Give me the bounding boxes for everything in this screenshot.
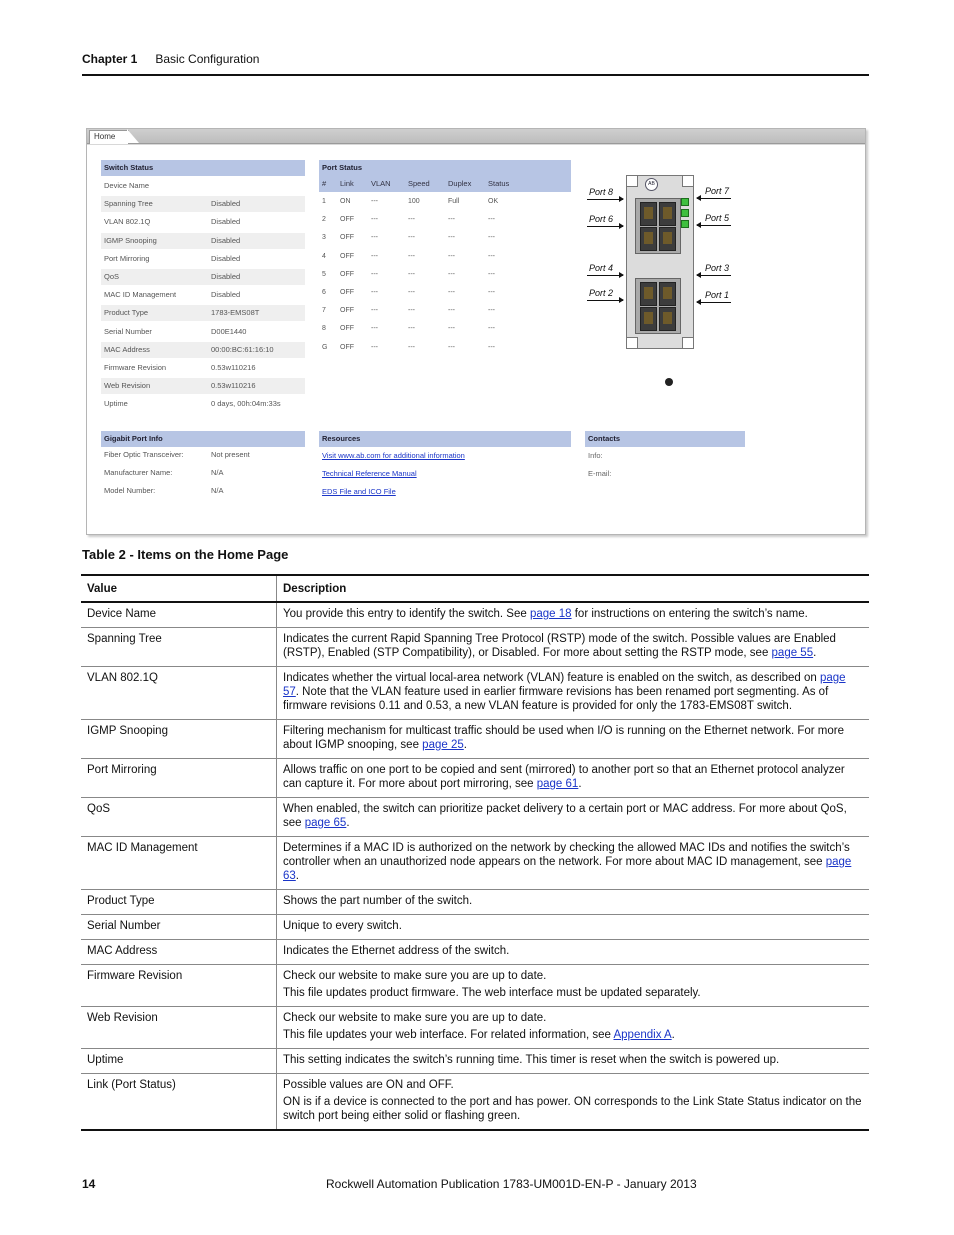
items-table [81, 574, 869, 1131]
arrow-left-icon [697, 198, 731, 199]
status-label: Web Revision [104, 381, 151, 391]
chapter-title: Basic Configuration [155, 52, 260, 66]
value-cell: MAC Address [81, 940, 277, 965]
description-cell [277, 1074, 870, 1131]
switch-status-row [101, 378, 305, 394]
description-text: Possible values are ON and OFF. [283, 1079, 454, 1091]
cross-reference-link[interactable]: page 65 [304, 817, 347, 829]
tab-bar [87, 129, 865, 144]
port-status-column-header: Link [340, 179, 354, 188]
description-line [283, 841, 863, 883]
description-text: Unique to every switch. [283, 920, 402, 932]
ethernet-port-icon [659, 282, 676, 306]
status-label: IGMP Snooping [104, 235, 157, 245]
description-text: Allows traffic on one port to be copied and sent (mirrored) to another port so that an Ethernet protocol analyzer can capture it. For more about port mirroring, see [283, 764, 845, 790]
ethernet-port-icon [659, 202, 676, 226]
status-label: Port Mirroring [104, 253, 150, 263]
status-value: 00:00:BC:61:16:10 [211, 344, 274, 354]
value-cell: Spanning Tree [81, 628, 277, 667]
port-status-cell: --- [448, 216, 455, 224]
cross-reference-link[interactable]: page 25 [422, 739, 464, 751]
status-label: QoS [104, 272, 120, 281]
gigabit-row: Model Number: N/A [104, 486, 224, 495]
table-row [81, 720, 869, 759]
switch-status-row [101, 396, 305, 412]
ethernet-port-icon [640, 227, 657, 251]
resources-title: Resources [319, 431, 571, 447]
port-status-cell: ON [340, 198, 351, 205]
description-text: ON is if a device is connected to the port and has power. ON corresponds to the Link State Status indicator on the switch port being either solid or flashing green. [283, 1096, 862, 1122]
header-rule [82, 74, 869, 76]
description-text: Shows the part number of the switch. [283, 895, 473, 907]
table-row [81, 602, 869, 628]
status-label: MAC Address [104, 344, 150, 354]
status-value: Disabled [211, 290, 241, 300]
page-number: 14 [82, 1177, 96, 1191]
description-line [283, 724, 863, 752]
port-status-column-header: VLAN [371, 179, 391, 188]
description-text: . [346, 817, 350, 829]
cross-reference-link[interactable]: Appendix A [613, 1029, 672, 1041]
port-status-cell: --- [371, 216, 378, 224]
port-status-cell: 3 [322, 234, 326, 242]
port-status-cell: 1 [322, 198, 326, 205]
cross-reference-link[interactable]: page 63 [283, 856, 852, 882]
port-status-cell: --- [408, 234, 415, 242]
port-status-row [319, 320, 571, 338]
status-label: Spanning Tree [104, 199, 153, 209]
status-led-icon [681, 198, 689, 206]
description-text: . [813, 647, 817, 659]
arrow-right-icon [587, 300, 623, 301]
description-line [283, 1011, 863, 1025]
description-line [283, 944, 863, 958]
switch-status-row [101, 178, 305, 194]
switch-status-row [101, 196, 305, 212]
port-status-row [319, 284, 571, 302]
status-value: D00E1440 [211, 326, 247, 336]
value-cell: Device Name [81, 602, 277, 628]
description-text: Indicates the Ethernet address of the switch. [283, 945, 510, 957]
cross-reference-link[interactable]: page 18 [529, 608, 572, 620]
port-status-cell: --- [408, 252, 415, 260]
description-line [283, 632, 863, 660]
description-text: . [463, 739, 467, 751]
description-cell [277, 837, 870, 890]
gigabit-port-info-title: Gigabit Port Info [101, 431, 305, 447]
port-status-title: Port Status [319, 160, 571, 176]
switch-status-row [101, 287, 305, 303]
description-text: Indicates whether the virtual local-area network (VLAN) feature is enabled on the switch, as described on [283, 672, 820, 684]
value-cell: Web Revision [81, 1007, 277, 1049]
table-row [81, 965, 869, 1007]
arrow-left-icon [697, 302, 731, 303]
contact-email-label: E-mail: [588, 469, 612, 478]
description-line [283, 763, 863, 791]
description-cell [277, 720, 870, 759]
port-status-cell: G [322, 343, 328, 351]
description-cell [277, 667, 870, 720]
ethernet-port-icon [640, 202, 657, 226]
description-cell [277, 798, 870, 837]
port-status-cell: 8 [322, 325, 326, 333]
running-header [82, 52, 259, 66]
port-status-cell: --- [408, 343, 415, 351]
port-status-cell: --- [488, 216, 495, 224]
status-value: Disabled [211, 199, 241, 209]
gigabit-row: Manufacturer Name: N/A [104, 468, 224, 477]
port-status-cell: OFF [340, 216, 354, 224]
value-cell: Serial Number [81, 915, 277, 940]
value-cell: Uptime [81, 1049, 277, 1074]
port-status-cell: OFF [340, 289, 354, 296]
port-label: Port 2 [589, 288, 614, 298]
description-line [283, 802, 863, 830]
switch-status-row [101, 324, 305, 340]
status-led-icon [681, 209, 689, 217]
upper-port-block [635, 198, 681, 254]
port-status-row [319, 211, 571, 229]
port-status-cell: --- [408, 307, 415, 315]
publication-info: Rockwell Automation Publication 1783-UM001D-EN-P - January 2013 [326, 1177, 697, 1191]
status-value: Disabled [211, 272, 241, 281]
description-line [283, 919, 863, 933]
arrow-left-icon [697, 225, 731, 226]
port-status-cell: --- [488, 325, 495, 333]
port-status-row [319, 248, 571, 266]
port-status-row [319, 193, 571, 211]
status-value: 0.53w110216 [211, 381, 256, 391]
port-label: Port 8 [589, 187, 614, 197]
switch-status-row [101, 233, 305, 249]
ethernet-port-icon [659, 227, 676, 251]
column-header-value: Value [81, 575, 277, 602]
description-text: This file updates product firmware. The web interface must be updated separately. [283, 987, 701, 999]
port-status-cell: --- [371, 325, 378, 333]
arrow-right-icon [587, 275, 623, 276]
cross-reference-link[interactable]: page 57 [283, 672, 846, 698]
port-status-header [319, 176, 571, 192]
home-page-screenshot [86, 128, 866, 535]
switch-status-row [101, 269, 305, 285]
column-header-description: Description [277, 575, 870, 602]
description-cell [277, 890, 870, 915]
port-label: Port 3 [705, 263, 730, 273]
description-cell [277, 1049, 870, 1074]
switch-status-row [101, 342, 305, 358]
switch-status-row [101, 251, 305, 267]
port-status-cell: --- [371, 198, 378, 205]
switch-status-row [101, 360, 305, 376]
table-row [81, 1049, 869, 1074]
port-status-cell: OFF [340, 270, 354, 278]
port-status-cell: --- [371, 307, 378, 315]
description-line [283, 969, 863, 983]
port-status-cell: --- [371, 234, 378, 242]
ground-screw-icon [665, 378, 673, 386]
port-status-row [319, 266, 571, 284]
status-led-icon [681, 220, 689, 228]
description-text: This file updates your web interface. For related information, see [283, 1029, 614, 1041]
switch-status-title: Switch Status [101, 160, 305, 176]
contact-info-label: Info: [588, 451, 603, 460]
port-status-row [319, 302, 571, 320]
switch-status-row [101, 305, 305, 321]
port-status-cell: --- [448, 343, 455, 351]
ethernet-port-icon [640, 307, 657, 331]
port-status-cell: --- [448, 289, 455, 296]
chapter-label: Chapter 1 [82, 52, 138, 66]
value-cell: Product Type [81, 890, 277, 915]
description-line [283, 1053, 863, 1067]
description-line [283, 1078, 863, 1092]
table-row [81, 628, 869, 667]
port-status-cell: 4 [322, 252, 326, 260]
description-cell [277, 628, 870, 667]
description-text: This setting indicates the switch’s running time. This timer is reset when the switch is powered up. [283, 1054, 780, 1066]
port-status-column-header: Duplex [448, 179, 472, 188]
value-cell: Link (Port Status) [81, 1074, 277, 1131]
description-text: You provide this entry to identify the switch. See [283, 608, 530, 620]
port-status-cell: Full [448, 198, 460, 205]
ab-logo: AB [645, 178, 658, 191]
description-cell [277, 915, 870, 940]
tab-home[interactable]: Home [89, 130, 129, 145]
port-status-cell: --- [448, 307, 455, 315]
description-text: Indicates the current Rapid Spanning Tree Protocol (RSTP) mode of the switch. Possible values are Enabled (RSTP), Enabled (STP Compatibility), or Disabled. For more about setting the RSTP mode, see [283, 633, 836, 659]
status-value: Disabled [211, 253, 241, 263]
eds-file-link[interactable]: EDS File and ICO File [322, 487, 396, 496]
port-status-cell: --- [408, 270, 415, 278]
port-status-cell: --- [488, 307, 495, 315]
value-cell: QoS [81, 798, 277, 837]
description-text: . [295, 870, 299, 882]
table-row [81, 1074, 869, 1131]
description-line [283, 607, 863, 621]
switch-image [626, 175, 694, 349]
description-line [283, 1095, 863, 1123]
status-value: Disabled [211, 217, 241, 227]
screenshot-content [87, 144, 865, 534]
status-label: Uptime [104, 399, 128, 409]
port-status-cell: --- [408, 325, 415, 333]
description-cell [277, 1007, 870, 1049]
port-status-cell: 7 [322, 307, 326, 315]
description-line [283, 671, 863, 713]
status-label: VLAN 802.1Q [104, 217, 151, 227]
status-label: Device Name [104, 181, 150, 190]
port-status-column-header: Status [488, 179, 510, 188]
port-status-cell: --- [448, 325, 455, 333]
port-label: Port 5 [705, 213, 730, 223]
description-line [283, 894, 863, 908]
port-status-cell: OFF [340, 307, 354, 315]
port-status-cell: OFF [340, 325, 354, 333]
description-line [283, 986, 863, 1000]
port-status-cell: --- [488, 270, 495, 278]
port-status-column-header: Speed [408, 179, 430, 188]
description-cell [277, 602, 870, 628]
table-row [81, 890, 869, 915]
switch-status-row [101, 214, 305, 230]
description-cell [277, 759, 870, 798]
description-text: Check our website to make sure you are up to date. [283, 970, 547, 982]
description-cell [277, 940, 870, 965]
table-row [81, 759, 869, 798]
description-text: Check our website to make sure you are up to date. [283, 1012, 547, 1024]
port-status-row [319, 229, 571, 247]
port-status-cell: 6 [322, 289, 326, 296]
table-row [81, 1007, 869, 1049]
status-value: Disabled [211, 235, 241, 245]
ab-website-link[interactable]: Visit www.ab.com for additional information [322, 451, 465, 460]
port-status-cell: --- [448, 270, 455, 278]
arrow-left-icon [697, 275, 731, 276]
port-label: Port 1 [705, 290, 730, 300]
technical-reference-link[interactable]: Technical Reference Manual [322, 469, 417, 478]
port-label: Port 7 [705, 186, 730, 196]
port-status-cell: OK [488, 198, 499, 205]
cross-reference-link[interactable]: page 55 [771, 647, 814, 659]
value-cell: Port Mirroring [81, 759, 277, 798]
description-cell [277, 965, 870, 1007]
status-value: 0 days, 00h:04m:33s [211, 399, 281, 409]
status-value: 1783-EMS08T [211, 308, 260, 318]
port-status-cell: --- [371, 289, 378, 296]
description-text: . [578, 778, 582, 790]
port-status-cell: 100 [408, 198, 420, 205]
port-status-cell: --- [448, 252, 455, 260]
status-label: MAC ID Management [104, 290, 177, 300]
port-status-cell: OFF [340, 234, 354, 242]
cross-reference-link[interactable]: page 61 [536, 778, 579, 790]
port-status-column-header: # [322, 179, 327, 188]
arrow-right-icon [587, 226, 623, 227]
port-status-cell: --- [488, 289, 495, 296]
port-status-cell: --- [448, 234, 455, 242]
port-status-cell: OFF [340, 343, 354, 351]
table-caption: Table 2 - Items on the Home Page [82, 547, 289, 562]
description-line [283, 1028, 863, 1042]
value-cell: VLAN 802.1Q [81, 667, 277, 720]
table-row [81, 915, 869, 940]
arrow-right-icon [587, 199, 623, 200]
port-status-cell: 2 [322, 216, 326, 224]
port-status-row [319, 339, 571, 357]
description-text: Determines if a MAC ID is authorized on the network by checking the allowed MAC IDs and notifies the switch’s controller when an unauthorized node appears on the network. For more about MAC ID management, see [283, 842, 850, 868]
table-row [81, 940, 869, 965]
port-label: Port 4 [589, 263, 614, 273]
port-status-cell: OFF [340, 252, 354, 260]
port-label: Port 6 [589, 214, 614, 224]
table-header-row [81, 575, 869, 602]
table-row [81, 837, 869, 890]
port-status-cell: --- [488, 234, 495, 242]
status-label: Product Type [104, 308, 149, 318]
description-text: for instructions on entering the switch’s name. [571, 608, 808, 620]
port-status-cell: --- [371, 270, 378, 278]
value-cell: Firmware Revision [81, 965, 277, 1007]
description-text: When enabled, the switch can prioritize packet delivery to a certain port or MAC address. For more about QoS, see [283, 803, 847, 829]
value-cell: MAC ID Management [81, 837, 277, 890]
value-cell: IGMP Snooping [81, 720, 277, 759]
status-label: Firmware Revision [104, 363, 167, 372]
table-row [81, 798, 869, 837]
table-row [81, 667, 869, 720]
description-text: Filtering mechanism for multicast traffic should be used when I/O is running on the Ethernet network. For more about IGMP snooping, see [283, 725, 844, 751]
port-status-cell: 5 [322, 270, 326, 278]
ethernet-port-icon [640, 282, 657, 306]
gigabit-row: Fiber Optic Transceiver: Not present [104, 450, 250, 459]
port-status-cell: --- [488, 343, 495, 351]
status-value: 0.53w110216 [211, 363, 256, 372]
description-text: . Note that the VLAN feature used in earlier firmware revisions has been renamed port segmenting. As of firmware revisions 0.11 and 0.53, a new VLAN feature is provided for only the 1783-EMS08T switch. [283, 686, 829, 712]
contacts-title: Contacts [585, 431, 745, 447]
lower-port-block [635, 278, 681, 334]
port-status-cell: --- [408, 289, 415, 296]
description-text: . [671, 1029, 675, 1041]
port-status-cell: --- [371, 252, 378, 260]
ethernet-port-icon [659, 307, 676, 331]
status-label: Serial Number [104, 326, 152, 336]
port-status-cell: --- [371, 343, 378, 351]
port-status-cell: --- [408, 216, 415, 224]
port-status-cell: --- [488, 252, 495, 260]
